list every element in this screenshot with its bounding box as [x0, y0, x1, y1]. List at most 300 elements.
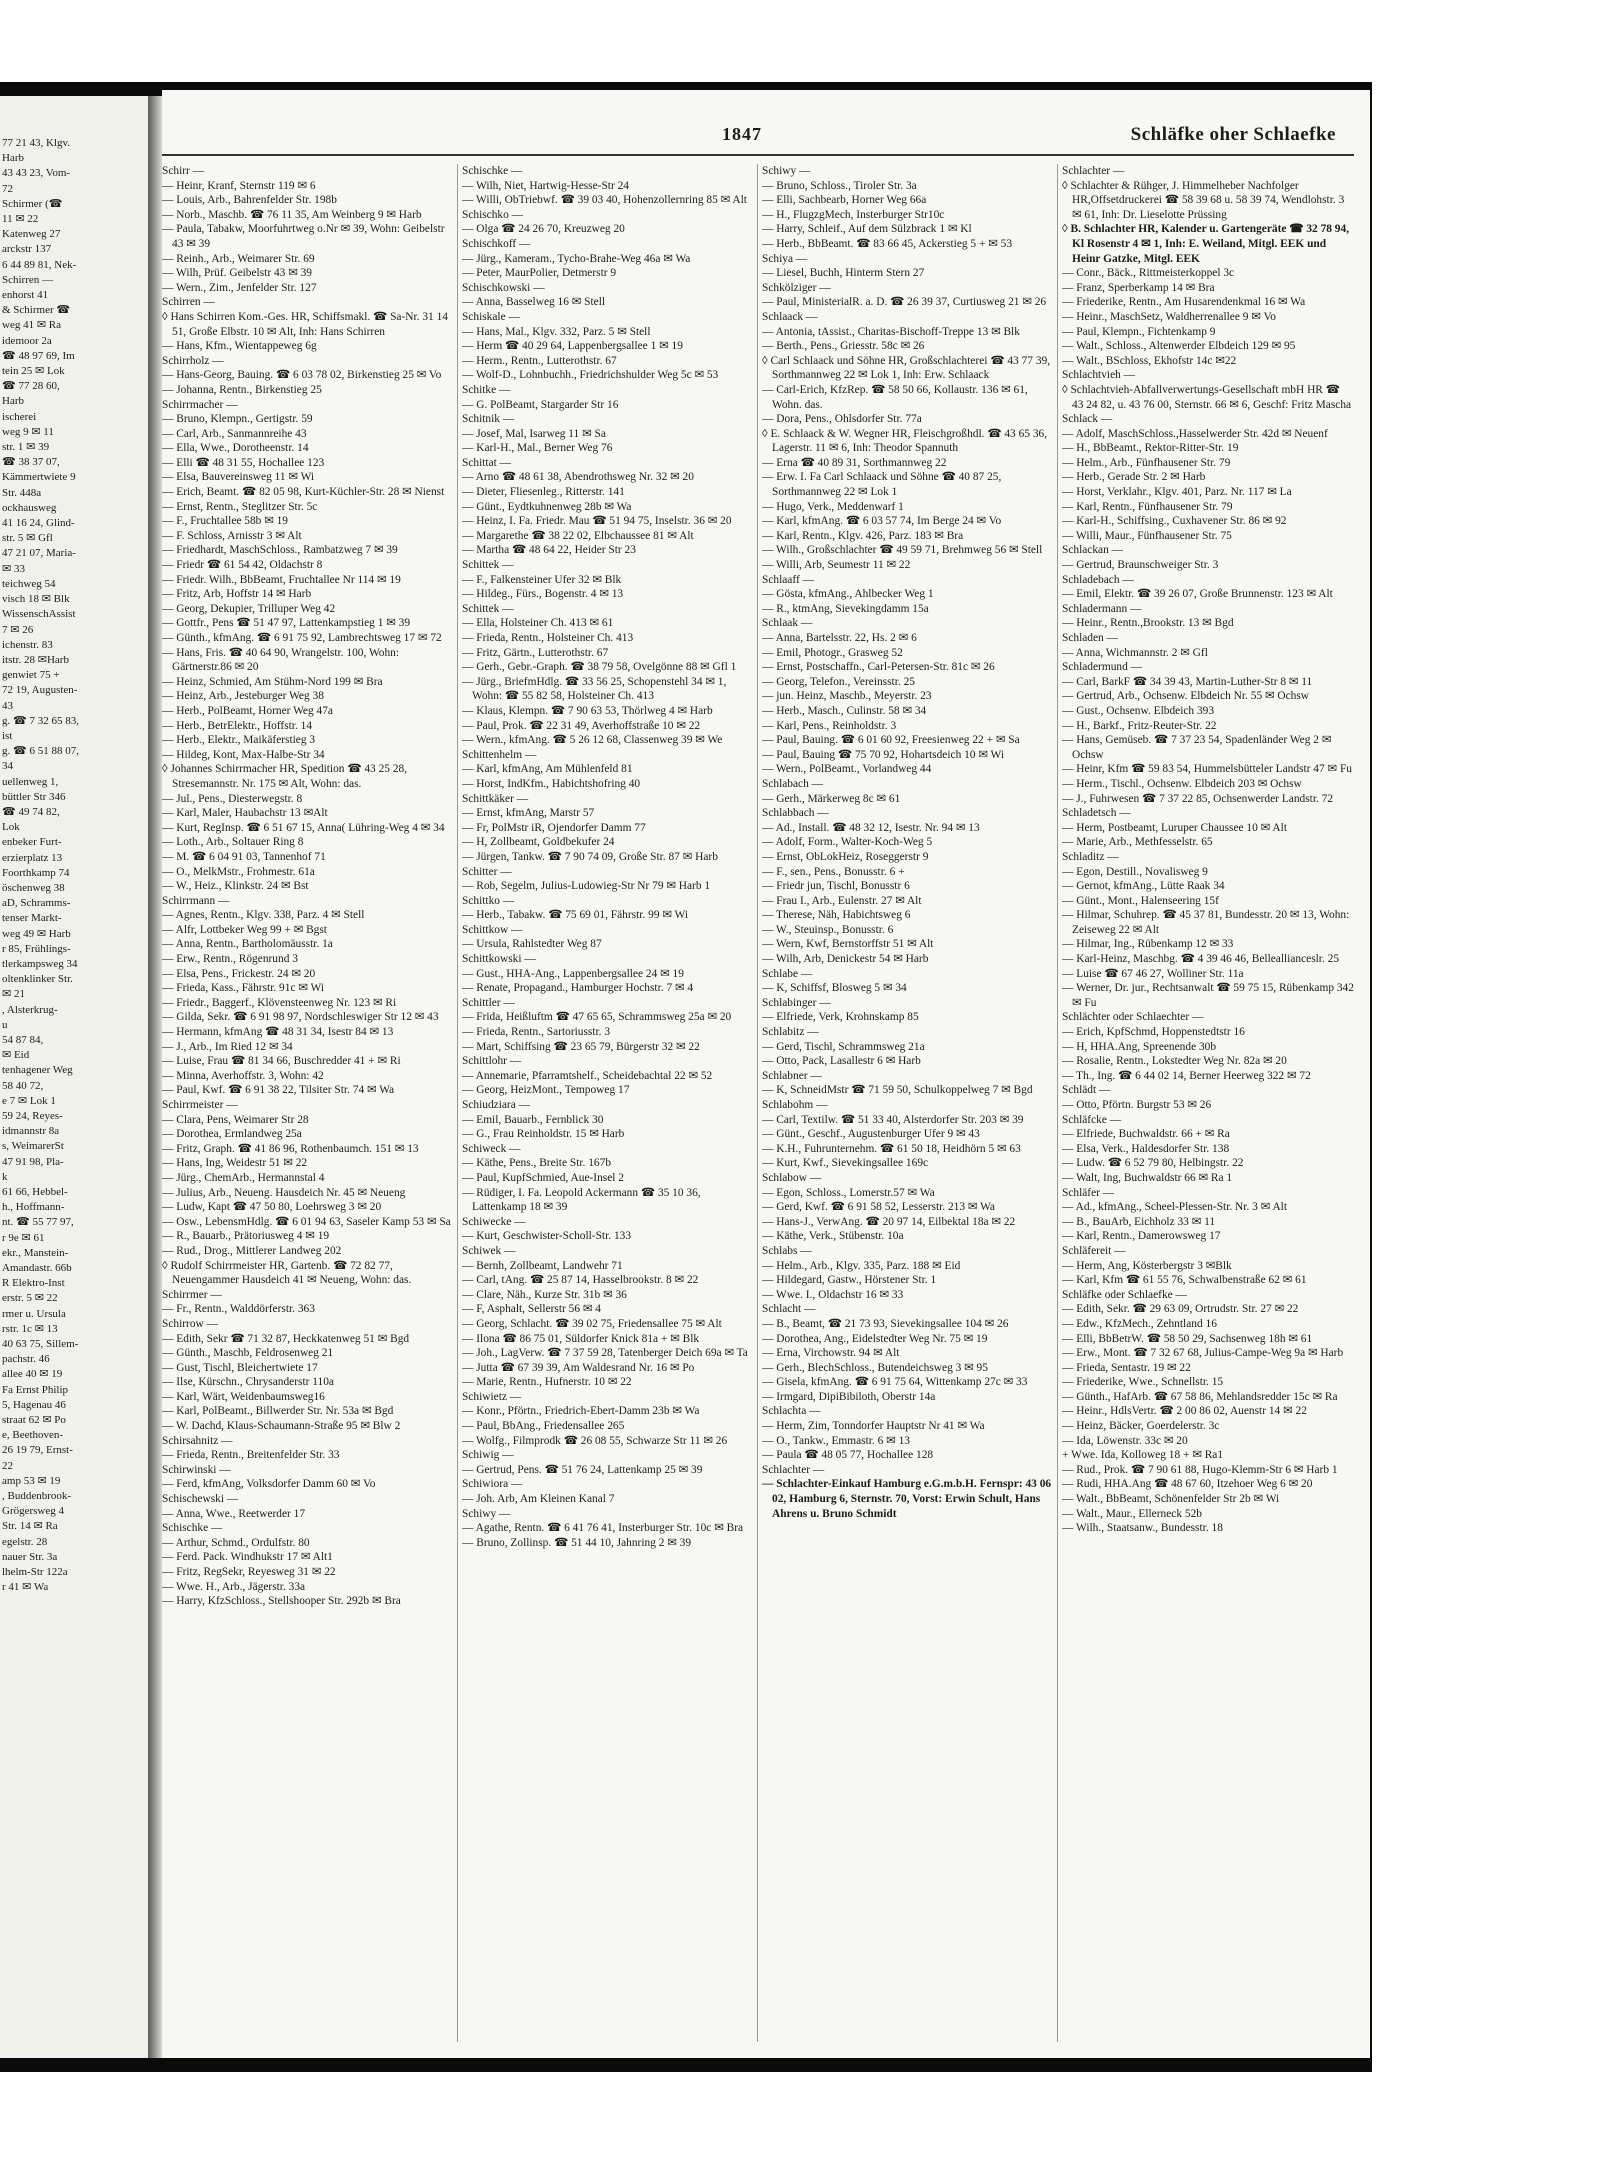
- directory-entry: — Th., Ing. ☎ 6 44 02 14, Berner Heerweg 322 ✉ 72: [1062, 1069, 1311, 1082]
- directory-entry: — Hildeg., Fürs., Bogenstr. 4 ✉ 13: [462, 588, 624, 601]
- directory-entry: Schladebach —: [1062, 573, 1134, 586]
- directory-entry: — Herb., Masch., Culinstr. 58 ✉ 34: [762, 704, 927, 717]
- left-page-line: tenhagener Weg: [2, 1064, 73, 1077]
- left-page-line: genwiet 75 +: [2, 669, 60, 682]
- directory-entry: — Julius, Arb., Neueng. Hausdeich Nr. 45 ✉ Neueng: [162, 1186, 406, 1199]
- directory-entry: Schittek —: [462, 559, 514, 572]
- left-page-line: 54 87 84,: [2, 1033, 44, 1046]
- directory-entry: Schittat —: [462, 456, 512, 469]
- directory-entry: — Gertrud, Arb., Ochsenw. Elbdeich Nr. 55 ✉ Ochsw: [1062, 690, 1310, 703]
- directory-entry: — Walt., BbBeamt, Schönenfelder Str 2b ✉ Wi: [1062, 1493, 1280, 1506]
- left-page-line: teichweg 54: [2, 577, 56, 590]
- directory-entry: — Joh., LagVerw. ☎ 7 37 59 28, Tatenberger Deich 69a ✉ Ta: [462, 1347, 748, 1360]
- left-page-line: 61 66, Hebbel-: [2, 1186, 68, 1199]
- directory-entry: Schlabach —: [762, 777, 824, 790]
- directory-entry: — Herm., Tischl., Ochsenw. Elbdeich 203 ✉ Ochsw: [1062, 777, 1302, 790]
- directory-entry: Schlabitz —: [762, 1026, 819, 1039]
- directory-entry: — Edith, Sekr. ☎ 29 63 09, Ortrudstr. Str. 27 ✉ 22: [1062, 1303, 1299, 1316]
- directory-entry: — Erna ☎ 40 89 31, Sorthmannweg 22: [762, 456, 947, 469]
- directory-entry: — H, Zollbeamt, Goldbekufer 24: [462, 836, 615, 849]
- directory-entry: — Clara, Pens, Weimarer Str 28: [162, 1113, 309, 1126]
- left-page-line: Str. 448a: [2, 486, 42, 499]
- directory-entry: — Hans, Kfm., Wientappeweg 6g: [162, 340, 317, 353]
- directory-entry: — J., Arb., Im Ried 12 ✉ 34: [162, 1040, 293, 1053]
- directory-entry: — Gösta, kfmAng., Ahlbecker Weg 1: [762, 588, 934, 601]
- directory-entry: — Arno ☎ 48 61 38, Abendrothsweg Nr. 32 ✉ 20: [462, 471, 694, 484]
- directory-entry: — Gust, Tischl, Bleichertwiete 17: [162, 1361, 318, 1374]
- directory-entry: — Käthe, Verk., Stübenstr. 10a: [762, 1230, 904, 1243]
- directory-entry: — Renate, Propagand., Hamburger Hochstr. 7 ✉ 4: [462, 982, 694, 995]
- directory-entry: — Hans-Georg, Bauing. ☎ 6 03 78 02, Birkenstieg 25 ✉ Vo: [162, 369, 442, 382]
- left-page-line: str. 5 ✉ Gfl: [2, 532, 53, 545]
- directory-entry: — Karl, Rentn., Fünfhausener Str. 79: [1062, 500, 1233, 513]
- directory-entry: — Luise ☎ 67 46 27, Wolliner Str. 11a: [1062, 967, 1244, 980]
- directory-entry: — Olga ☎ 24 26 70, Kreuzweg 20: [462, 223, 625, 236]
- left-page-line: erstr. 5 ✉ 22: [2, 1292, 58, 1305]
- directory-entry: Schiwiora —: [462, 1478, 523, 1491]
- directory-entry: — Günth., kfmAng. ☎ 6 91 75 92, Lambrechtsweg 17 ✉ 72: [162, 632, 442, 644]
- left-page-line: amp 53 ✉ 19: [2, 1474, 61, 1487]
- directory-entry: — Kurt, Kwf., Sievekingsallee 169c: [762, 1157, 929, 1170]
- directory-entry: Schittkow —: [462, 923, 523, 936]
- directory-entry: — Fritz, Graph. ☎ 41 86 96, Rothenbaumch. 151 ✉ 13: [162, 1142, 419, 1155]
- left-page-line: WissenschAssist: [2, 608, 76, 621]
- directory-entry: — Wilh., Staatsanw., Bundesstr. 18: [1062, 1522, 1223, 1535]
- directory-entry: — Hans, Gemüseb. ☎ 7 37 23 54, Spadenländer Weg 2 ✉ Ochsw: [1062, 734, 1332, 761]
- directory-entry: Schirsahnitz —: [162, 1434, 233, 1447]
- directory-entry: — Irmgard, DipiBibiloth, Oberstr 14a: [762, 1390, 936, 1403]
- directory-entry: — Ernst, Rentn., Steglitzer Str. 5c: [162, 500, 318, 513]
- left-page-line: straat 62 ✉ Po: [2, 1414, 66, 1427]
- directory-entry: Schläfereit —: [1062, 1244, 1126, 1257]
- directory-entry: — Günt., Mont., Halenseering 15f: [1062, 894, 1219, 907]
- directory-entry: — Karl, Kfm ☎ 61 55 76, Schwalbenstraße 62 ✉ 61: [1062, 1274, 1307, 1287]
- left-page-line: Str. 14 ✉ Ra: [2, 1520, 58, 1533]
- left-page-line: 59 24, Reyes-: [2, 1110, 63, 1122]
- directory-entry: — Rüdiger, I. Fa. Leopold Ackermann ☎ 35 10 36, Lattenkamp 18 ✉ 39: [462, 1186, 701, 1214]
- directory-entry: Schlackan —: [1062, 544, 1124, 557]
- directory-entry: — Bruno, Schloss., Tiroler Str. 3a: [762, 179, 917, 192]
- directory-entry: — Gerd, Kwf. ☎ 6 91 58 52, Lesserstr. 213 ✉ Wa: [762, 1201, 995, 1214]
- left-page-line: Amandastr. 66b: [2, 1262, 72, 1275]
- directory-entry: — Hans, Mal., Klgv. 332, Parz. 5 ✉ Stell: [462, 325, 651, 338]
- left-page-line: enbeker Furt-: [2, 836, 62, 849]
- directory-entry: Schiskale —: [462, 310, 520, 323]
- directory-entry: Schladen —: [1062, 632, 1118, 644]
- left-page-line: e 7 ✉ Lok 1: [2, 1094, 56, 1107]
- directory-entry: — Dora, Pens., Ohlsdorfer Str. 77a: [762, 413, 922, 426]
- left-page-line: 58 40 72,: [2, 1079, 44, 1092]
- directory-entry: — Erich, KpfSchmd, Hoppenstedtstr 16: [1062, 1026, 1245, 1039]
- directory-entry: — Karl, Rentn., Klgv. 426, Parz. 183 ✉ Bra: [762, 529, 964, 542]
- directory-entry: — Fritz, Arb, Hoffstr 14 ✉ Harb: [162, 588, 312, 601]
- left-page-line: ☎ 48 97 69, Im: [2, 349, 75, 362]
- directory-entry: — Ad., Install. ☎ 48 32 12, Isestr. Nr. 94 ✉ 13: [762, 821, 980, 834]
- directory-entry: — Gilda, Sekr. ☎ 6 91 98 97, Nordschleswiger Str 12 ✉ 43: [162, 1011, 439, 1024]
- directory-entry: — Elli ☎ 48 31 55, Hochallee 123: [162, 456, 325, 469]
- directory-entry: ◊ Carl Schlaack und Söhne HR, Großschlachterei ☎ 43 77 39, Sorthmannweg 22 ✉ Lok 1, Inh: Erw. Schlaack: [762, 354, 1051, 382]
- directory-entry: — Otto, Pack, Lasallestr 6 ✉ Harb: [762, 1055, 921, 1068]
- left-page-line: s, WeimarerSt: [2, 1140, 64, 1153]
- directory-entry: — Anna, Wichmannstr. 2 ✉ Gfl: [1062, 646, 1208, 659]
- directory-entry: ◊ Rudolf Schirrmeister HR, Gartenb. ☎ 72 82 77, Neuengammer Hausdeich 41 ✉ Neueng, Wohn: das.: [162, 1259, 412, 1287]
- directory-entry: — Käthe, Pens., Breite Str. 167b: [462, 1157, 612, 1170]
- left-page-line: r 85, Frühlings-: [2, 942, 71, 955]
- directory-entry: — Harry, KfzSchloss., Stellshooper Str. 292b ✉ Bra: [162, 1595, 401, 1608]
- directory-entry: — Ferd, kfmAng, Volksdorfer Damm 60 ✉ Vo: [162, 1478, 376, 1491]
- left-page-line: 5, Hagenau 46: [2, 1398, 66, 1411]
- directory-entry: — Rudi, HHA.Ang ☎ 48 67 60, Itzehoer Weg 6 ✉ 20: [1062, 1478, 1313, 1491]
- directory-column-4: [1062, 164, 1354, 2048]
- directory-entry: Schirrmacher —: [162, 398, 238, 411]
- directory-entry: — Georg, HeizMont., Tempoweg 17: [462, 1084, 630, 1097]
- left-page-line: erzierplatz 13: [2, 851, 63, 864]
- directory-entry: — Walt., Schloss., Altenwerder Elbdeich 129 ✉ 95: [1062, 340, 1296, 353]
- left-page-line: ☎ 38 37 07,: [2, 456, 60, 469]
- directory-entry: — Wilh., Großschlachter ☎ 49 59 71, Brehmweg 56 ✉ Stell: [762, 544, 1043, 557]
- directory-entry: — Loth., Arb., Soltauer Ring 8: [162, 836, 304, 849]
- directory-entry: — Berth., Pens., Griesstr. 58c ✉ 26: [762, 340, 925, 353]
- directory-entry: — Hilmar, Schuhrep. ☎ 45 37 81, Bundesstr. 20 ✉ 13, Wohn: Zeiseweg 22 ✉ Alt: [1062, 909, 1350, 936]
- directory-entry: — Heinz, I. Fa. Friedr. Mau ☎ 51 94 75, Inselstr. 36 ✉ 20: [462, 515, 732, 528]
- directory-entry: — Ilona ☎ 86 75 01, Süldorfer Knick 81a + ✉ Blk: [462, 1332, 700, 1345]
- left-page-line: 43 43 23, Vom-: [2, 167, 71, 180]
- directory-entry: — Karl, Maler, Haubachstr 13 ✉Alt: [162, 807, 328, 820]
- left-page-lines: [0, 136, 79, 1596]
- directory-entry: — Ferd. Pack. Windhukstr 17 ✉ Alt1: [162, 1551, 333, 1564]
- directory-entry: — Elfriede, Buchwaldstr. 66 + ✉ Ra: [1062, 1128, 1230, 1141]
- directory-entry: — Fr, PolMstr iR, Ojendorfer Damm 77: [462, 821, 646, 834]
- directory-entry: — Wilh, Niet, Hartwig-Hesse-Str 24: [462, 179, 629, 192]
- directory-entry: — Herb., Elektr., Maikäferstieg 3: [162, 734, 316, 747]
- directory-entry: Schittko —: [462, 894, 515, 907]
- directory-entry: — Herb., Gerade Str. 2 ✉ Harb: [1062, 471, 1206, 484]
- directory-entry: — R., ktmAng, Sievekingdamm 15a: [762, 602, 929, 615]
- directory-entry: — Frieda, Kass., Fährstr. 91c ✉ Wi: [162, 982, 324, 995]
- directory-entry: — Willi, ObTriebwf. ☎ 39 03 40, Hohenzollernring 85 ✉ Alt: [462, 194, 747, 207]
- left-page-line: Kämmertwiete 9: [2, 471, 76, 484]
- directory-entry: — Minna, Averhoffstr. 3, Wohn: 42: [162, 1069, 324, 1082]
- directory-entry: — Ernst, kfmAng, Marstr 57: [462, 807, 595, 820]
- directory-entry: — Agnes, Rentn., Klgv. 338, Parz. 4 ✉ Stell: [162, 909, 365, 922]
- directory-entry: — Mart, Schiffsing ☎ 23 65 79, Bürgerstr 32 ✉ 22: [462, 1040, 700, 1053]
- directory-entry: Schladermund —: [1062, 661, 1143, 674]
- left-page-line: ichenstr. 83: [2, 638, 53, 651]
- directory-entry: Schläfke oder Schlaefke —: [1062, 1288, 1187, 1301]
- directory-entry: — Gottfr., Pens ☎ 51 47 97, Lattenkampstieg 1 ✉ 39: [162, 617, 411, 630]
- directory-entry: — Frau I., Arb., Eulenstr. 27 ✉ Alt: [762, 894, 922, 907]
- directory-entry: — Gertrud, Pens. ☎ 51 76 24, Lattenkamp 25 ✉ 39: [462, 1463, 703, 1476]
- directory-entry: Schlaaff —: [762, 573, 814, 586]
- left-page-line: 11 ✉ 22: [2, 213, 39, 226]
- directory-entry: — Gerh., BlechSchloss., Butendeichsweg 3 ✉ 95: [762, 1361, 988, 1374]
- directory-entry: — Louis, Arb., Bahrenfelder Str. 198b: [162, 194, 337, 207]
- left-page-line: Schirren —: [2, 273, 54, 286]
- directory-entry: — Clare, Näh., Kurze Str. 31b ✉ 36: [462, 1288, 627, 1301]
- directory-entry: — Paul, BbAng., Friedensallee 265: [462, 1420, 625, 1433]
- left-page-line: weg 41 ✉ Ra: [2, 319, 62, 332]
- directory-entry: — F., Fruchtallee 58b ✉ 19: [162, 515, 289, 528]
- directory-entry: — Wwe. H., Arb., Jägerstr. 33a: [162, 1580, 306, 1593]
- left-page-line: tenser Markt-: [2, 912, 62, 925]
- directory-entry: — Gernot, kfmAng., Lütte Raak 34: [1062, 880, 1225, 893]
- left-page-line: lhelm-Str 122a: [2, 1566, 68, 1579]
- directory-entry: — F., sen., Pens., Bonusstr. 6 +: [762, 865, 905, 878]
- directory-entry: — Walt., Maur., Ellerneck 52b: [1062, 1507, 1202, 1520]
- directory-entry: — Alfr, Lottbeker Weg 99 + ✉ Bgst: [162, 923, 327, 936]
- directory-entry: — Friederike, Wwe., Schnellstr. 15: [1062, 1376, 1224, 1389]
- left-page-line: rstr. 1c ✉ 13: [2, 1322, 58, 1335]
- directory-entry: — Egon, Destill., Novalisweg 9: [1062, 865, 1208, 878]
- left-page-line: 22: [2, 1459, 13, 1472]
- directory-entry: Schlachter —: [1062, 165, 1125, 177]
- left-page-line: ockhausweg: [2, 501, 57, 514]
- left-page-line: tein 25 ✉ Lok: [2, 365, 65, 378]
- directory-entry: — Dorothea, Ang., Eidelstedter Weg Nr. 75 ✉ 19: [762, 1332, 988, 1345]
- directory-entry: Schläfer —: [1062, 1186, 1115, 1199]
- directory-entry: — Heinr, Kfm ☎ 59 83 54, Hummelsbütteler Landstr 47 ✉ Fu: [1062, 763, 1352, 776]
- directory-entry: Schittkäker —: [462, 792, 529, 805]
- directory-entry: — Heinz, Bäcker, Goerdelerstr. 3c: [1062, 1420, 1220, 1433]
- directory-entry: — Friedr jun, Tischl, Bonusstr 6: [762, 880, 910, 893]
- directory-entry: — Emil, Photogr., Grasweg 52: [762, 646, 903, 659]
- directory-entry: — Fr., Rentn., Walddörferstr. 363: [162, 1303, 315, 1316]
- directory-entry: — Hilmar, Ing., Rübenkamp 12 ✉ 33: [1062, 938, 1234, 951]
- directory-entry: — Conr., Bäck., Rittmeisterkoppel 3c: [1062, 267, 1235, 280]
- directory-entry: — Paul, Bauing ☎ 75 70 92, Hohartsdeich 10 ✉ Wi: [762, 748, 1004, 761]
- left-page-line: u: [2, 1018, 8, 1031]
- directory-entry: — Wilh, Prüf. Geibelstr 43 ✉ 39: [162, 267, 312, 280]
- directory-entry: — Jutta ☎ 67 39 39, Am Waldesrand Nr. 16 ✉ Po: [462, 1361, 695, 1374]
- directory-entry: — Anna, Rentn., Bartholomäusstr. 1a: [162, 938, 333, 951]
- left-page-line: idmannstr 8a: [2, 1125, 60, 1138]
- directory-entry: — Willi, Maur., Fünfhausener Str. 75: [1062, 529, 1232, 542]
- directory-entry: — Friedr. Wilh., BbBeamt, Fruchtallee Nr 114 ✉ 19: [162, 573, 401, 586]
- directory-entry: — Hildegard, Gastw., Hörstener Str. 1: [762, 1274, 937, 1287]
- directory-entry: Schladetsch —: [1062, 807, 1131, 820]
- directory-entry: — Frieda, Rentn., Holsteiner Ch. 413: [462, 632, 634, 644]
- directory-entry: — F, Asphalt, Sellerstr 56 ✉ 4: [462, 1303, 601, 1316]
- directory-entry: — Osw., LebensmHdlg. ☎ 6 01 94 63, Saseler Kamp 53 ✉ Sa: [162, 1215, 451, 1228]
- directory-entry: — Ernst, Postschaffn., Carl-Petersen-Str. 81c ✉ 26: [762, 661, 995, 674]
- directory-entry: — Horst, Verklahr., Klgv. 401, Parz. Nr. 117 ✉ La: [1062, 486, 1292, 499]
- directory-entry: — Friederike, Rentn., Am Husarendenkmal 16 ✉ Wa: [1062, 296, 1306, 309]
- left-page-line: ✉ 33: [2, 562, 25, 575]
- directory-entry: — Wern., kfmAng. ☎ 5 26 12 68, Classenweg 39 ✉ We: [462, 734, 723, 747]
- left-page-line: rmer u. Ursula: [2, 1307, 66, 1320]
- left-page-line: 6 44 89 81, Nek-: [2, 258, 77, 271]
- directory-entry: — Konr., Pförtn., Friedrich-Ebert-Damm 23b ✉ Wa: [462, 1405, 700, 1418]
- directory-entry: — Johanna, Rentn., Birkenstieg 25: [162, 383, 322, 396]
- header-rule: [162, 154, 1354, 156]
- directory-entry: — Paul, Klempn., Fichtenkamp 9: [1062, 325, 1216, 338]
- directory-entry: — O., Tankw., Emmastr. 6 ✉ 13: [762, 1434, 910, 1447]
- directory-entry: Schirrmer —: [162, 1288, 222, 1301]
- directory-entry: — Rosalie, Rentn., Lokstedter Weg Nr. 82a ✉ 20: [1062, 1055, 1287, 1068]
- directory-entry: Schlachta —: [762, 1405, 821, 1418]
- directory-entry: — Ursula, Rahlstedter Weg 87: [462, 938, 602, 951]
- directory-entry: — Karl-Heinz, Maschbg. ☎ 4 39 46 46, Belleallianceslr. 25: [1062, 953, 1340, 966]
- directory-entry: — Anna, Basselweg 16 ✉ Stell: [462, 296, 606, 309]
- directory-entry: — K, Schiffsf, Blosweg 5 ✉ 34: [762, 982, 907, 995]
- directory-entry: — W. Dachd, Klaus-Schaumann-Straße 95 ✉ Blw 2: [162, 1420, 401, 1433]
- directory-entry: — Karl-H., Mal., Berner Weg 76: [462, 442, 613, 455]
- directory-entry: — Wolf-D., Lohnbuchh., Friedrichshulder Weg 5c ✉ 53: [462, 369, 719, 382]
- left-page-line: pachstr. 46: [2, 1353, 50, 1366]
- directory-entry: — Karl, Pens., Reinholdstr. 3: [762, 719, 897, 732]
- left-page-line: visch 18 ✉ Blk: [2, 593, 70, 606]
- directory-entry: — Hugo, Verk., Meddenwarf 1: [762, 500, 904, 513]
- directory-entry: — Fritz, RegSekr, Reyesweg 31 ✉ 22: [162, 1566, 336, 1578]
- directory-entry: ◊ Schlachtvieh-Abfallverwertungs-Gesellschaft mbH HR ☎ 43 24 82, u. 43 76 00, Sternstr. 66 ✉ 6, Geschf: Fritz Mascha: [1062, 383, 1352, 411]
- directory-entry: — Adolf, MaschSchloss.,Hasselwerder Str. 42d ✉ Neuenf: [1062, 427, 1328, 440]
- directory-entry: — Anna, Bartelsstr. 22, Hs. 2 ✉ 6: [762, 632, 917, 644]
- directory-entry: — Jürg., BriefmHdlg. ☎ 33 56 25, Schopenstehl 34 ✉ 1, Wohn: ☎ 55 82 58, Holsteiner Ch. 413: [462, 675, 727, 703]
- directory-entry: — Bruno, Klempn., Gertigstr. 59: [162, 413, 313, 426]
- left-page-line: nt. ☎ 55 77 97,: [2, 1216, 74, 1229]
- directory-entry: — Frieda, Rentn., Breitenfelder Str. 33: [162, 1449, 340, 1462]
- left-page-line: ☎ 77 28 60,: [2, 380, 60, 393]
- directory-entry: Schiwig —: [462, 1449, 514, 1462]
- left-page-line: g. ☎ 7 32 65 83,: [2, 714, 79, 727]
- directory-entry: — Frieda, Sentastr. 19 ✉ 22: [1062, 1361, 1191, 1374]
- directory-entry: — Herm., Rentn., Lutterothstr. 67: [462, 354, 617, 367]
- directory-entry: ◊ B. Schlachter HR, Kalender u. Gartengeräte ☎ 32 78 94, Kl Rosenstr 4 ✉ 1, Inh: E. Weiland, Mitgl. EEK und Heinr Gatzke, Mitgl. EEK: [1062, 223, 1350, 265]
- directory-entry: — Dieter, Fliesenleg., Ritterstr. 141: [462, 486, 625, 499]
- directory-entry: Schlabbach —: [762, 807, 829, 820]
- directory-entry: — H, HHA.Ang, Spreenende 30b: [1062, 1040, 1217, 1053]
- left-page-line: str. 1 ✉ 39: [2, 441, 50, 454]
- directory-entry: — Ludw. ☎ 6 52 79 80, Helbingstr. 22: [1062, 1157, 1244, 1170]
- directory-entry: — Herm, Zim, Tonndorfer Hauptstr Nr 41 ✉ Wa: [762, 1420, 985, 1433]
- directory-entry: — Gertrud, Braunschweiger Str. 3: [1062, 559, 1219, 572]
- directory-entry: — Joh. Arb, Am Kleinen Kanal 7: [462, 1493, 615, 1506]
- directory-entry: — Ella, Holsteiner Ch. 413 ✉ 61: [462, 617, 614, 630]
- directory-entry: — G. PolBeamt, Stargarder Str 16: [462, 398, 619, 411]
- directory-entry: Schiwietz —: [462, 1390, 522, 1403]
- left-page-line: weg 9 ✉ 11: [2, 425, 54, 438]
- directory-entry: Schläfcke —: [1062, 1113, 1122, 1126]
- left-page-line: Grögersweg 4: [2, 1505, 65, 1518]
- directory-column-3: [762, 164, 1052, 2048]
- directory-entry: — Heinz, Arb., Jesteburger Weg 38: [162, 690, 324, 703]
- directory-entry: — Hans, Ing, Weidestr 51 ✉ 22: [162, 1157, 308, 1170]
- directory-entry: — Herm ☎ 40 29 64, Lappenbergsallee 1 ✉ 19: [462, 340, 683, 353]
- directory-entry: — Margarethe ☎ 38 22 02, Elbchaussee 81 ✉ Alt: [462, 529, 694, 542]
- directory-entry: — Agathe, Rentn. ☎ 6 41 76 41, Insterburger Str. 10c ✉ Bra: [462, 1522, 744, 1535]
- directory-entry: — Marie, Arb., Methfesselstr. 65: [1062, 836, 1213, 849]
- directory-entry: — Peter, MaurPolier, Detmerstr 9: [462, 267, 617, 280]
- directory-entry: — Fritz, Gärtn., Lutterothstr. 67: [462, 646, 609, 659]
- left-page-line: 47 21 07, Maria-: [2, 547, 76, 560]
- directory-entry: — Bruno, Zollinsp. ☎ 51 44 10, Jahnring 2 ✉ 39: [462, 1536, 692, 1549]
- directory-entry: — Gust., HHA-Ang., Lappenbergsallee 24 ✉ 19: [462, 967, 684, 980]
- directory-entry: — Günt., Eydtkuhnenweg 28b ✉ Wa: [462, 500, 632, 513]
- directory-entry: — K, SchneidMstr ☎ 71 59 50, Schulkoppelweg 7 ✉ Bgd: [762, 1084, 1033, 1097]
- directory-entry: — Ilse, Kürschn., Chrysanderstr 110a: [162, 1376, 334, 1389]
- directory-entry: — Elsa, Bauvereinsweg 11 ✉ Wi: [162, 471, 315, 484]
- directory-entry: — Paul, KupfSchmied, Aue-Insel 2: [462, 1171, 624, 1184]
- left-page-line: 34: [2, 760, 13, 773]
- directory-entry: — Paul, Bauing. ☎ 6 01 60 92, Freesienweg 22 + ✉ Sa: [762, 734, 1020, 747]
- directory-entry: — Günth., Maschb, Feldrosenweg 21: [162, 1347, 334, 1360]
- directory-entry: — Frieda, Rentn., Sartoriusstr. 3: [462, 1026, 611, 1039]
- directory-entry: — Heinz, Schmied, Am Stühm-Nord 199 ✉ Bra: [162, 675, 383, 688]
- left-page-line: & Schirmer ☎: [2, 304, 71, 317]
- directory-entry: — Herb., BetrElektr., Hoffstr. 14: [162, 719, 313, 732]
- directory-entry: Schlädt —: [1062, 1084, 1111, 1097]
- directory-entry: + Wwe. Ida, Kolloweg 18 + ✉ Ra1: [1062, 1449, 1224, 1462]
- directory-entry: — Rob, Segelm, Julius-Ludowieg-Str Nr 79 ✉ Harb 1: [462, 880, 711, 893]
- directory-entry: — Heinr., MaschSetz, Waldherrenallee 9 ✉ Vo: [1062, 310, 1276, 323]
- directory-entry: — Kurt, Geschwister-Scholl-Str. 133: [462, 1230, 632, 1243]
- left-page-line: , Buddenbrook-: [2, 1490, 72, 1503]
- directory-entry: — Arthur, Schmd., Ordulfstr. 80: [162, 1536, 310, 1549]
- directory-column-1: [162, 164, 452, 2048]
- left-page-line: r 9e ✉ 61: [2, 1231, 45, 1244]
- directory-entry: — Paul, MinisterialR. a. D. ☎ 26 39 37, Curtiusweg 21 ✉ 26: [762, 296, 1047, 309]
- directory-entry: — Paul, Kwf. ☎ 6 91 38 22, Tilsiter Str. 74 ✉ Wa: [162, 1084, 395, 1097]
- directory-entry: — Dorothea, Ermlandweg 25a: [162, 1128, 302, 1141]
- directory-page: [162, 90, 1370, 2058]
- directory-entry: Schlachtvieh —: [1062, 369, 1136, 382]
- directory-entry: Schittler —: [462, 996, 515, 1009]
- directory-entry: — Ella, Wwe., Dorotheenstr. 14: [162, 442, 309, 455]
- directory-entry: — Klaus, Klempn. ☎ 7 90 63 53, Thörlweg 4 ✉ Harb: [462, 704, 713, 717]
- directory-entry: Schischewski —: [162, 1493, 239, 1506]
- directory-entry: — Kurt, RegInsp. ☎ 6 51 67 15, Anna( Lühring-Weg 4 ✉ 34: [162, 821, 445, 834]
- directory-entry: Schladitz —: [1062, 850, 1119, 863]
- directory-entry: — Ludw, Kapt ☎ 47 50 80, Loehrsweg 3 ✉ 20: [162, 1201, 382, 1214]
- directory-entry: Schlaack —: [762, 310, 818, 323]
- left-page-line: tlerkampsweg 34: [2, 957, 78, 970]
- directory-entry: ◊ E. Schlaack & W. Wegner HR, Fleischgroßhdl. ☎ 43 65 36, Lagerstr. 11 ✉ 6, Inh: Theodor Spannuth: [762, 427, 1048, 455]
- left-page-line: itstr. 28 ✉Harb: [2, 653, 69, 666]
- left-page-line: 43: [2, 699, 13, 712]
- left-page-line: Foorthkamp 74: [2, 866, 70, 879]
- directory-entry: — Jürg., Kameram., Tycho-Brahe-Weg 46a ✉ Wa: [462, 252, 691, 265]
- directory-entry: — Schlachter-Einkauf Hamburg e.G.m.b.H. Fernspr: 43 06 02, Hamburg 6, Sternstr. 70, Vorst: Erwin Schult, Hans Ahrens u. Bruno Schmidt: [762, 1478, 1052, 1520]
- directory-entry: — Martha ☎ 48 64 22, Heider Str 23: [462, 544, 636, 557]
- directory-entry: — Ad., kfmAng., Scheel-Plessen-Str. Nr. 3 ✉ Alt: [1062, 1201, 1288, 1214]
- left-page-line: allee 40 ✉ 19: [2, 1368, 63, 1381]
- directory-entry: Schlabow —: [762, 1171, 822, 1184]
- directory-entry: Schischkoff —: [462, 237, 531, 250]
- directory-entry: — Herb., BbBeamt. ☎ 83 66 45, Ackerstieg 5 + ✉ 53: [762, 237, 1013, 250]
- directory-entry: — Herb., Tabakw. ☎ 75 69 01, Fährstr. 99 ✉ Wi: [462, 909, 689, 922]
- left-page-line: e, Beethoven-: [2, 1429, 64, 1442]
- left-page-line: 7 ✉ 26: [2, 623, 34, 636]
- left-page-line: ✉ 21: [2, 988, 25, 1001]
- directory-entry: — Reinh., Arb., Weimarer Str. 69: [162, 252, 315, 265]
- directory-entry: — Antonia, tAssist., Charitas-Bischoff-Treppe 13 ✉ Blk: [762, 325, 1020, 338]
- directory-entry: — Ida, Löwenstr. 33c ✉ 20: [1062, 1434, 1188, 1447]
- left-page-line: ischerei: [2, 410, 37, 423]
- directory-entry: — Paula, Tabakw, Moorfuhrtweg o.Nr ✉ 39, Wohn: Geibelstr 43 ✉ 39: [162, 223, 445, 250]
- directory-entry: Schitke —: [462, 383, 511, 396]
- directory-entry: Schirwinski —: [162, 1463, 231, 1476]
- directory-entry: — Therese, Näh, Habichtsweg 6: [762, 909, 911, 922]
- left-page-line: egelstr. 28: [2, 1535, 48, 1548]
- directory-entry: — Wern, Kwf, Bernstorffstr 51 ✉ Alt: [762, 938, 934, 951]
- directory-entry: — Bernh, Zollbeamt, Landwehr 71: [462, 1259, 623, 1272]
- directory-entry: Schittek —: [462, 602, 514, 615]
- left-page-line: , Alsterkrug-: [2, 1003, 58, 1016]
- directory-entry: — B., BauArb, Eichholz 33 ✉ 11: [1062, 1215, 1216, 1228]
- directory-entry: — Franz, Sperberkamp 14 ✉ Bra: [1062, 281, 1215, 294]
- left-page-line: h., Hoffmann-: [2, 1201, 65, 1214]
- directory-entry: Schiudziara —: [462, 1099, 531, 1111]
